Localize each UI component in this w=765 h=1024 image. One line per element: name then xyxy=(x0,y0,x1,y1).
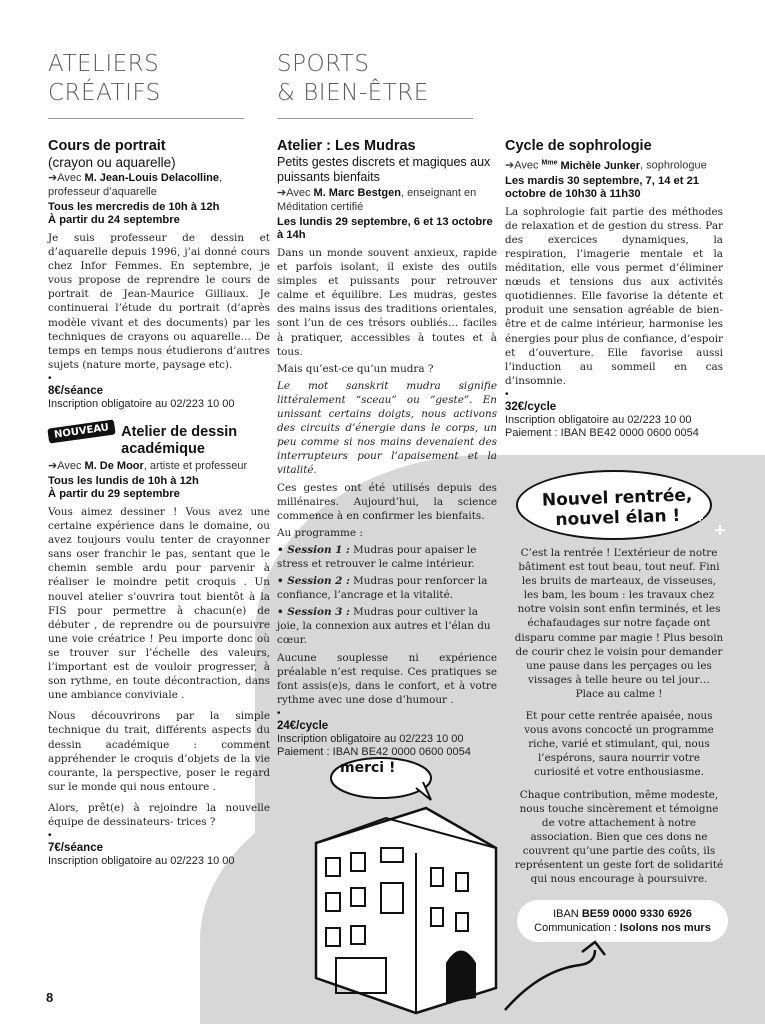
article-body: Dans un monde souvent anxieux, rapide et parfois isolant, il existe des outils simples et puissants pour retrouver calme et équilibre. Les mudras, gestes des mains issus des traditions orientales, sont l’un de ces trésors oubliés… faciles à pratiquer, accessibles à toutes et à tous. xyxy=(277,247,497,358)
new-badge: NOUVEAU xyxy=(47,419,116,443)
section-heading-ateliers: ATELIERS CRÉATIFS xyxy=(48,50,244,119)
page-number: 8 xyxy=(46,990,54,1005)
news-headline: Nouvel rentrée, nouvel élan ! xyxy=(541,485,693,531)
programme-heading: Au programme : xyxy=(277,526,363,539)
heading-rule xyxy=(277,118,473,119)
article-body: Aucune souplesse ni expérience préalable n’est requise. Ces pratiques se font assis(e)s, dans le confort, et à votre rythme avec une dose d’humour . xyxy=(277,651,497,706)
session-1: • Session 1 : Mudras pour apaiser le stress et retrouver le calme intérieur. xyxy=(277,543,477,570)
article-schedule: Les lundis 29 septembre, 6 et 13 octobre à 14h xyxy=(277,216,493,241)
article-mudras xyxy=(277,138,497,759)
article-title: Atelier de dessin académique xyxy=(121,424,238,457)
news-article xyxy=(514,546,724,886)
article-title: Cycle de sophrologie xyxy=(505,138,652,154)
article-leader: ➔Avec $^{Mme}$ Michèle Junker, sophrologue xyxy=(505,159,707,172)
article-price: 24€/cycle xyxy=(277,719,329,732)
article-payment: Paiement : IBAN BE42 0000 0600 0054 xyxy=(505,426,699,439)
article-price: 32€/cycle xyxy=(505,400,557,413)
article-payment: Paiement : IBAN BE42 0000 0600 0054 xyxy=(277,745,471,758)
article-dessin xyxy=(48,424,270,868)
article-subtitle: (crayon ou aquarelle) xyxy=(48,155,176,170)
heading-rule xyxy=(48,118,244,119)
article-title: Atelier : Les Mudras xyxy=(277,138,416,154)
article-body: Alors, prêt(e) à rejoindre la nouvelle équipe de dessinateurs- trices ? xyxy=(48,801,270,828)
arrow-doodle-icon xyxy=(500,930,620,1020)
bullet-dot: • xyxy=(277,707,281,719)
session-3: • Session 3 : Mudras pour cultiver la joie, la connexion aux autres et l’élan du cœur. xyxy=(277,606,491,647)
bullet-dot: • xyxy=(505,388,509,400)
article-body: Ces gestes ont été utilisés depuis des millénaires. Aujourd’hui, la science commence à en confirmer les bienfaits. xyxy=(277,481,497,522)
bullet-dot: • xyxy=(48,830,52,842)
article-title: Cours de portrait xyxy=(48,138,166,154)
merci-label: merci ! xyxy=(340,760,396,776)
article-subtitle: Petits gestes discrets et magiques aux puissants bienfaits xyxy=(277,155,491,184)
session-2: • Session 2 : Mudras pour renforcer la confiance, l’ancrage et la vitalité. xyxy=(277,575,488,602)
article-registration: Inscription obligatoire au 02/223 10 00 xyxy=(48,855,235,868)
article-schedule: Les mardis 30 septembre, 7, 14 et 21 octobre de 10h30 à 11h30 xyxy=(505,174,700,200)
article-leader: ➔Avec M. Jean-Louis Delacolline, professeur d’aquarelle xyxy=(48,172,223,198)
article-question: Mais qu’est-ce qu’un mudra ? xyxy=(277,362,434,375)
article-body: La sophrologie fait partie des méthodes de relaxation et de gestion du stress. Par des exercices dynamiques, la respiration, l’imagerie mentale et la méditation, elle vous permet d’éliminer nœuds et tensions dus aux activités quotidiennes. Elle favorise la détente et produit une sensation agréable de bien-être et de calme intérieur, harmonise les énergies pour plus de confiance, d’espoir et d’ouverture. Elle favorise aussi l’induction au sommeil en cas d’insomnie. xyxy=(505,205,723,387)
news-paragraph: C’est la rentrée ! L’extérieur de notre bâtiment est tout beau, tout neuf. Fini les bruits de marteaux, de visseuses, les bam, les boum : les travaux chez notre voisin sont enfin terminés, et les échafaudages sur notre façade ont disparu comme par magie ! Plus besoin de courir chez le voisin pour demander une pause dans les perçages ou les vissages à telle heure ou tel jour… Place au calme ! xyxy=(514,547,724,700)
article-body: Je suis professeur de dessin et d’aquarelle depuis 1996, j’ai donné cours chez Infor Femmes. En septembre, je vous propose de reprendre le cours de portrait de Jean-Maurice Gilliaux. Je continuerai l’étude du portrait (d’après modèle vivant et des documents) par les techniques de crayons ou aquarelle… De temps en temps nous étudierons d’autres sujets (nature morte, paysage etc). xyxy=(48,232,270,371)
article-leader: ➔Avec M. Marc Bestgen, enseignant en Méditation certifié xyxy=(277,187,477,213)
donation-communication: Communication : Isolons nos murs xyxy=(534,922,711,934)
news-paragraph: Chaque contribution, même modeste, nous touche sincèrement et témoigne de votre attachement à notre association. Bien que ces dons ne couvrent qu’une partie des coûts, ils représentent un geste fort de solidarité qui nous encourage à poursuivre. xyxy=(514,788,724,886)
article-start: À partir du 29 septembre xyxy=(48,488,180,500)
bullet-dot: • xyxy=(48,372,52,384)
section-heading-sports: SPORTS & BIEN-ÊTRE xyxy=(277,50,473,119)
article-price: 8€/séance xyxy=(48,384,103,397)
article-body: Vous aimez dessiner ! Vous avez une certaine expérience dans le domaine, ou avez toujours voulu tenter de crayonner sans oser franchir le pas, sentant que le chemin semble ardu pour parvenir à réaliser le moindre petit croquis . Un nouvel atelier s’ouvrira tout bientôt à la FIS pour permettre à chacun(e) de débuter , de reprendre ou de poursuivre une voie créatrice ! Peu importe donc où se trouver sur l’échelle des valeurs, l’important est de vouloir progresser, à son rythme, en toute décontraction, dans une ambiance conviviale . xyxy=(48,506,270,702)
news-paragraph: Et pour cette rentrée apaisée, nous vous avons concocté un programme riche, varié et stimulant, qui, nous l’espérons, saura nourrir votre curiosité et votre enthousiasme. xyxy=(524,710,714,779)
article-sophrologie xyxy=(505,138,723,440)
article-start: À partir du 24 septembre xyxy=(48,214,180,226)
article-price: 7€/séance xyxy=(48,842,103,855)
article-schedule: Tous les lundis de 10h à 12h xyxy=(48,475,199,487)
article-registration: Inscription obligatoire au 02/223 10 00 xyxy=(277,732,464,745)
article-schedule: Tous les mercredis de 10h à 12h xyxy=(48,201,220,213)
article-registration: Inscription obligatoire au 02/223 10 00 xyxy=(48,397,235,410)
article-leader: ➔Avec M. De Moor, artiste et professeur xyxy=(48,460,248,472)
donation-iban: IBAN BE59 0000 9330 6926 xyxy=(553,908,692,920)
article-body: Nous découvrirons par la simple technique du trait, différents aspects du dessin académique : comment appréhender le croquis d’objets de la vie courante, la perspective, poser le regard sur le monde qui nous entoure . xyxy=(48,710,270,793)
article-body: Le mot sanskrit mudra signifie littéralement “sceau” ou “geste”. En unissant certains doigts, nous activons des circuits d’énergie dans le corps, un peu comme si nos mains devenaient des interrupteurs pour l’apaisement et la vitalité. xyxy=(277,379,497,477)
article-portrait xyxy=(48,138,270,411)
building-illustration xyxy=(296,748,506,1018)
article-registration: Inscription obligatoire au 02/223 10 00 xyxy=(505,413,692,426)
